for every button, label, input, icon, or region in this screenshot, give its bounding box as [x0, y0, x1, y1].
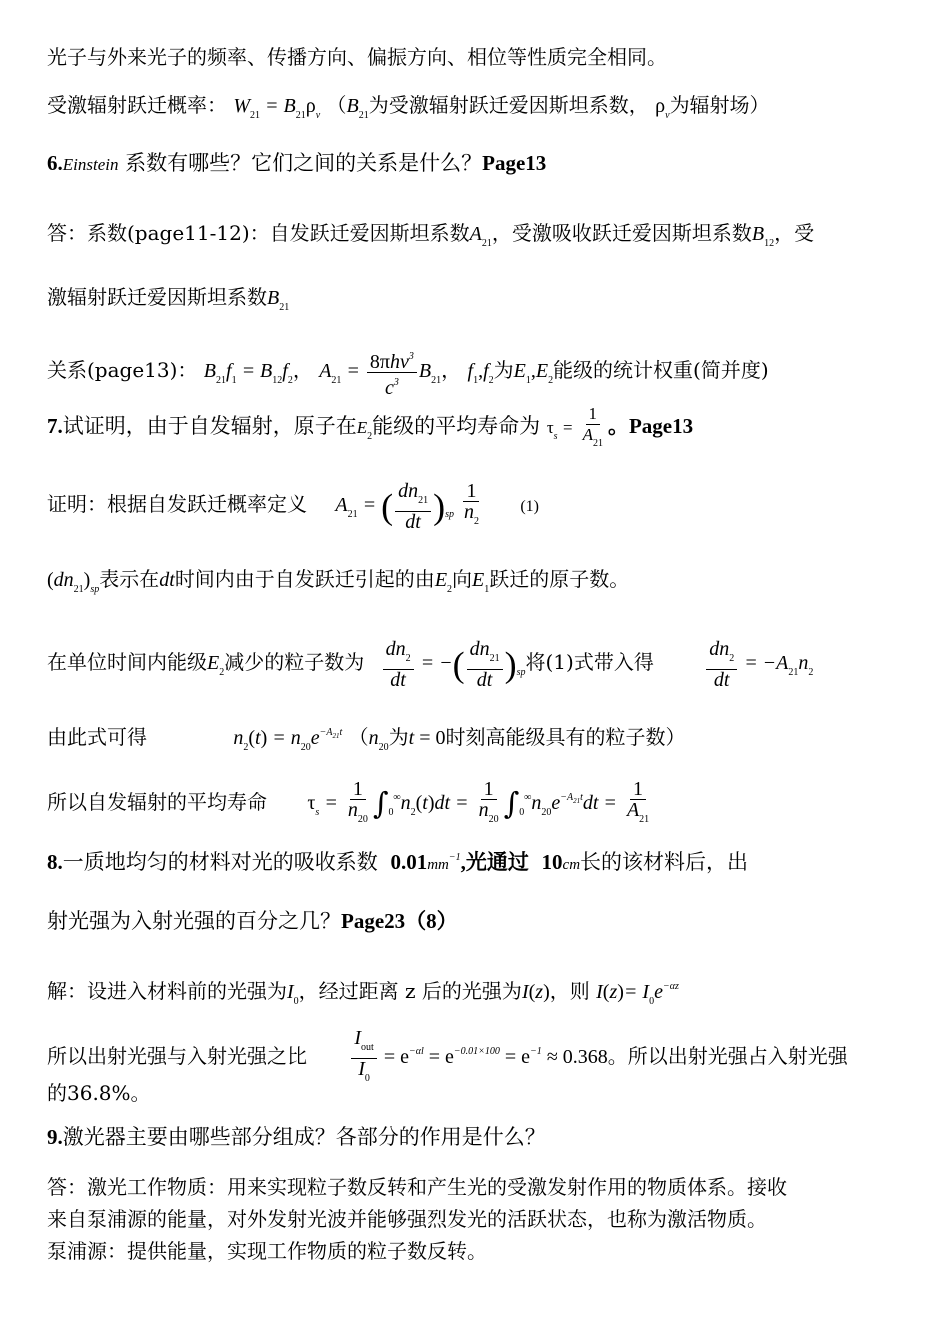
text: 激辐射跃迁爱因斯坦系数: [47, 285, 267, 309]
text: 为受激辐射跃迁爱因斯坦系数，: [368, 93, 649, 117]
text: 答：系数(page11-12)：自发跃迁爱因斯坦系数: [47, 221, 470, 245]
text-line: [47, 92, 910, 129]
text: 光子与外来光子的频率、传播方向、偏振方向、相位等性质完全相同。: [47, 45, 667, 69]
formula: $(dn_{21})_{sp}$: [47, 569, 100, 595]
text-line: [47, 220, 910, 257]
formula: $\tau_s$ = $\frac{1}{A_{21}}$: [546, 404, 603, 450]
text-line: [47, 1206, 910, 1232]
text: 试证明，由于自发辐射，原子在: [62, 414, 357, 438]
text: 表示在: [99, 567, 160, 591]
text-line: [47, 1174, 910, 1200]
text: 所以出射光强与入射光强之比: [47, 1044, 307, 1068]
text: 射光强为入射光强的百分之几？: [47, 909, 341, 933]
text-line: [47, 284, 910, 321]
text-line: [47, 768, 910, 843]
formula: $\frac{dn_2}{dt}$ = $-A_{21}n_2$: [704, 652, 813, 674]
formula: $n_2(t) = n_{20}e^{-A_{21}t}$: [233, 727, 343, 753]
text: 受激辐射跃迁概率：: [47, 93, 227, 117]
formula: $W_{21} = B_{21}\rho_v$: [233, 95, 321, 121]
text: 时刻高能级具有的粒子数）: [445, 725, 686, 749]
text: 解：设进入材料前的光强为: [47, 979, 287, 1003]
text: 为: [493, 358, 514, 382]
text: 。所以出射光强占入射光强: [607, 1044, 848, 1068]
text: 激光器主要由哪些部分组成？各部分的作用是什么？: [62, 1125, 546, 1149]
text: 在单位时间内能级: [47, 650, 207, 674]
text: 将(1)式带入得: [525, 650, 654, 674]
formula: dt: [159, 569, 175, 591]
text: 跃迁的原子数。: [489, 567, 630, 591]
text: 长的该材料后，出: [580, 850, 749, 874]
question-number: 8.: [47, 850, 63, 874]
text: 由此式可得: [47, 725, 147, 749]
unit: mm: [427, 857, 449, 873]
text: 能级的平均寿命为: [372, 414, 541, 438]
text-line: [47, 630, 910, 705]
formula: $I_0$: [287, 981, 299, 1007]
question-number: 7.: [47, 414, 63, 438]
text: ，则: [549, 979, 590, 1003]
text-line: [47, 974, 910, 1015]
question-number: 6.: [47, 151, 63, 175]
text: 系数有哪些？它们之间的关系是什么？: [118, 151, 483, 175]
value: 10: [541, 850, 563, 874]
formula: $E_2$: [356, 418, 373, 442]
text: 来自泵浦源的能量，对外发射光波并能够强烈发光的活跃状态，也称为激活物质。: [47, 1207, 767, 1231]
text: （: [326, 93, 347, 117]
formula: $\frac{I_{out}}{I_0}$ = $e^{-\alpha l} = e^{-0.01\times 100} = e^{-1} \approx 0.368$: [349, 1046, 607, 1068]
text: Einstein: [62, 155, 119, 174]
value: 0.01: [390, 850, 428, 874]
question-6: [47, 150, 910, 178]
text: 为: [388, 725, 409, 749]
question-7: [47, 400, 910, 463]
question-9: [47, 1124, 910, 1150]
question-8-cont: [47, 908, 910, 934]
text: 一质地均匀的材料对光的吸收系数: [62, 850, 378, 874]
text: 所以自发辐射的平均寿命: [47, 790, 267, 814]
text: 答：激光工作物质：用来实现粒子数反转和产生光的受激发射作用的物质体系。接收: [47, 1175, 787, 1199]
formula: t = 0: [408, 727, 446, 749]
page-ref: Page23（8）: [341, 909, 458, 933]
formula: $A_{21}$ = ( $\frac{dn_{21}}{dt}$ )$_{sp}$ $\frac{1}{n_2}$: [335, 479, 479, 533]
formula: $A_{21}$: [469, 223, 492, 249]
formula: $B_{21}f_1 = B_{12}f_2$: [203, 360, 293, 386]
text: ,光通过: [460, 850, 529, 874]
text: 减少的粒子数为: [224, 650, 365, 674]
formula: $\tau_s$ = $\frac{1}{n_{20}}$ $\int_0^\infty n_2(t)dt$ = $\frac{1}{n_{20}}$ $\int_0^\infty n_{20}e^{-A_{21}t}dt$ = $\frac{1}{A_{21}}$: [307, 777, 650, 825]
unit: cm: [562, 857, 581, 873]
text-line: [47, 44, 910, 70]
page-ref: Page13: [482, 151, 547, 175]
formula: $E_2$: [434, 569, 453, 595]
formula: $I(z)= I_0e^{-\alpha z}$: [596, 981, 679, 1007]
text: 证明：根据自发跃迁概率定义: [47, 492, 307, 516]
text-line: [47, 720, 910, 761]
text-line: 关系(page13)： $B_{21}f_1 = B_{12}f_2$， $A_{21}$ = $\frac{8\pi hv^3}{c^3}$ $B_{21}$， $f_1,f_2$为$E_1,E_2$能级的统计权重(简并度): [47, 344, 910, 407]
text: 向: [452, 567, 473, 591]
formula: $B_{21}$: [346, 95, 369, 121]
question-number: 9.: [47, 1125, 63, 1149]
text: （: [348, 725, 369, 749]
text: 能级的统计权重(简并度): [553, 358, 769, 382]
formula: $E_2$: [207, 652, 225, 678]
text: 时间内由于自发跃迁引起的由: [174, 567, 435, 591]
text: 泵浦源：提供能量，实现工作物质的粒子数反转。: [47, 1239, 487, 1263]
text: 为辐射场）: [669, 93, 770, 117]
text-line: [47, 566, 910, 603]
text-line: [47, 1238, 910, 1264]
formula: $E_1$: [472, 569, 490, 595]
text-line: [47, 1080, 910, 1106]
text: 的36.8%。: [47, 1081, 151, 1105]
equation-label: (1): [520, 498, 539, 515]
formula: $E_1,E_2$: [513, 360, 554, 386]
text: ，受: [774, 221, 815, 245]
text: ，经过距离 z 后的光强为: [298, 979, 522, 1003]
formula: I(z): [521, 981, 550, 1003]
formula: $B_{21}$: [267, 287, 290, 313]
page-ref: 。Page13: [607, 414, 694, 438]
text: 关系(page13)：: [47, 358, 198, 382]
formula: $B_{12}$: [751, 223, 775, 249]
question-8: 8.一质地均匀的材料对光的吸收系数 $0.01mm^{-1}$,光通过 10cm长的该材料后，出: [47, 850, 749, 874]
formula: $\frac{dn_2}{dt}$ = −( $\frac{dn_{21}}{dt}$ )$_{sp}$: [381, 652, 526, 674]
formula: $A_{21}$ = $\frac{8\pi hv^3}{c^3}$ $B_{21}$: [319, 360, 441, 382]
formula: $n_{20}$: [368, 727, 389, 753]
formula: $f_1,f_2$: [467, 360, 494, 386]
formula: $\rho_v$: [655, 95, 670, 121]
text: ，受激吸收跃迁爱因斯坦系数: [491, 221, 752, 245]
result: 0.368: [562, 1046, 608, 1068]
text-line: [47, 474, 910, 545]
